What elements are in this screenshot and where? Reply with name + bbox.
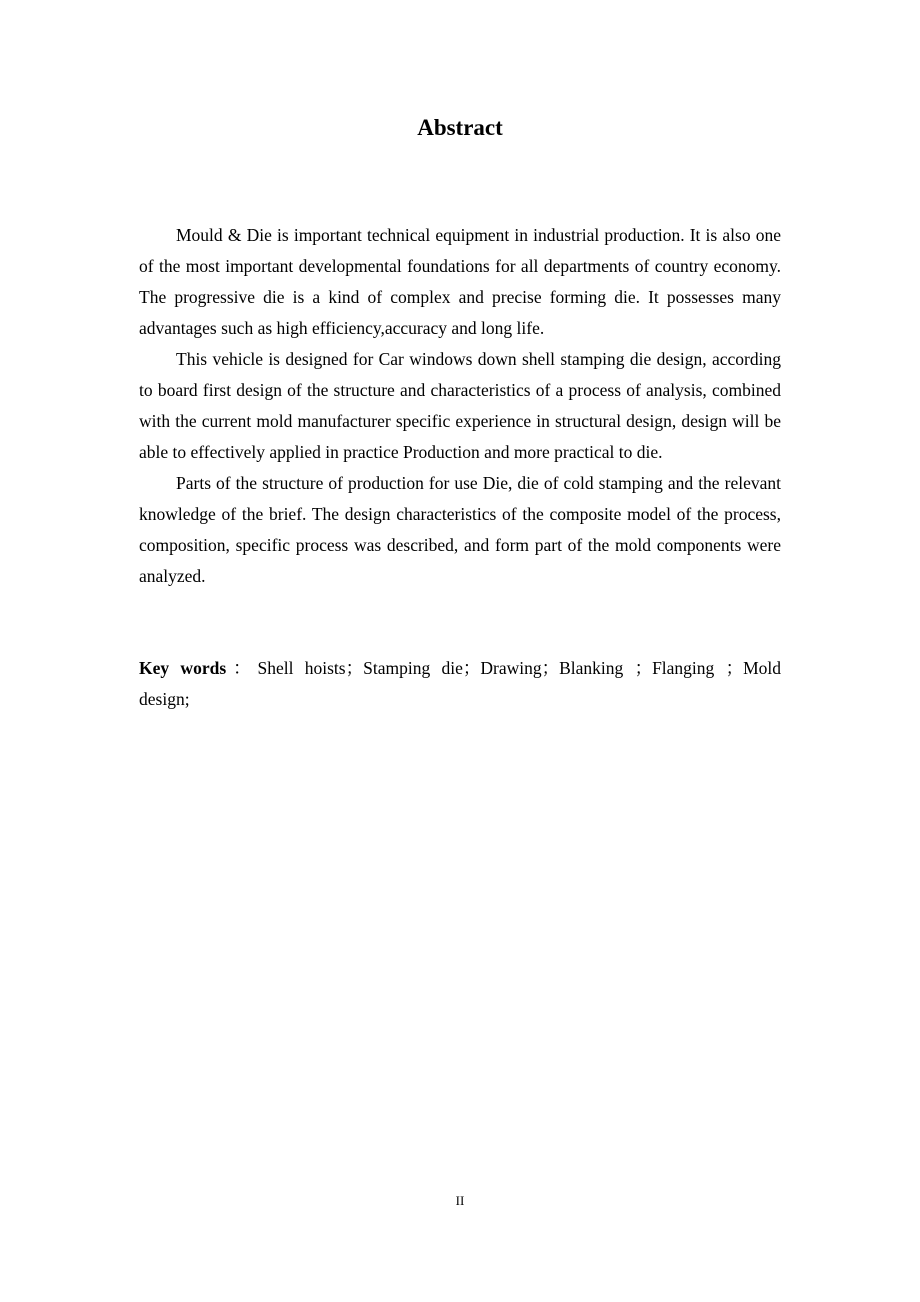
keywords-label: Key words bbox=[139, 658, 227, 678]
page-number: II bbox=[455, 1193, 465, 1208]
keywords-line bbox=[139, 653, 781, 715]
abstract-paragraph-3: Parts of the structure of production for use Die, die of cold stamping and the relevant knowledge of the brief. The design characteristics of the composite model of the process, composition, specific process was described, and form part of the mold components were analyzed. bbox=[139, 473, 781, 586]
keywords-list: ：Shell hoists；Stamping die；Drawing；Blanking ；Flanging ；Mold design; bbox=[139, 658, 782, 709]
abstract-body bbox=[139, 220, 781, 592]
page-title: Abstract bbox=[417, 115, 503, 140]
abstract-paragraph-1: Mould & Die is important technical equipment in industrial production. It is also one of the most important developmental foundations for all departments of country economy. The progressive die is a kind of complex and precise forming die. It possesses many advantages such as high efficiency,accuracy and long life. bbox=[139, 225, 781, 338]
abstract-paragraph-2: This vehicle is designed for Car windows down shell stamping die design, according to board first design of the structure and characteristics of a process of analysis, combined with the current mold manufacturer specific experience in structural design, design will be able to effectively applied in practice Production and more practical to die. bbox=[139, 349, 781, 462]
